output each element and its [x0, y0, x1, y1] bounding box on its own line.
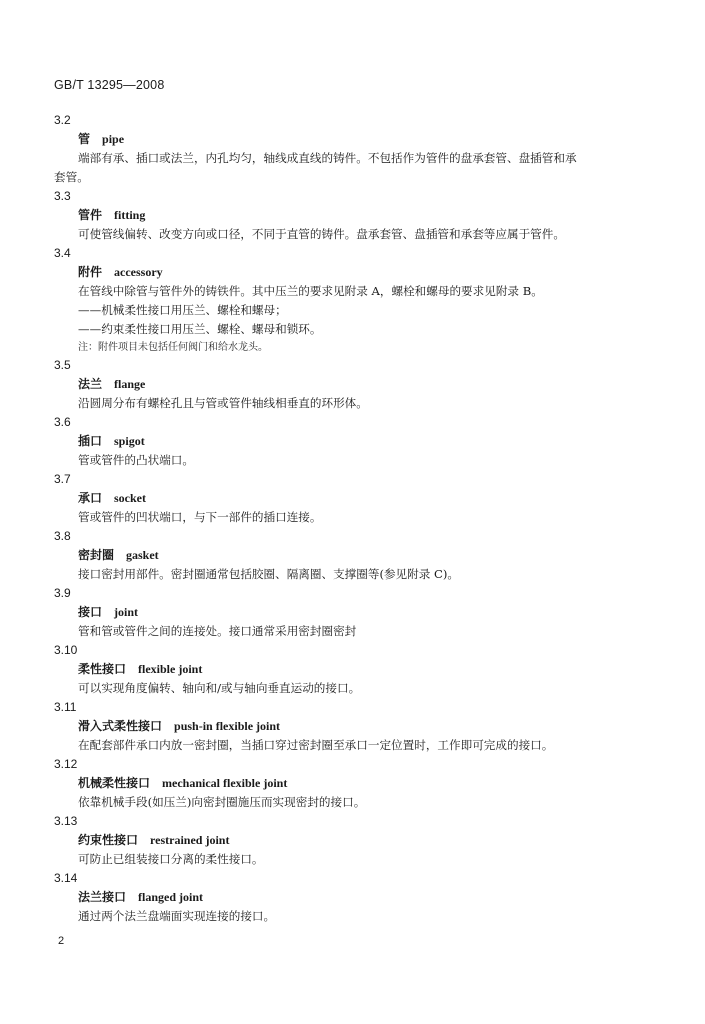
term-en: gasket: [126, 548, 159, 562]
definition-text: 通过两个法兰盘端面实现连接的接口。: [78, 909, 276, 923]
entry-number: 3.9: [54, 586, 71, 600]
term-zh: 承口: [78, 491, 103, 505]
term-heading: [54, 432, 654, 451]
entry-number: 3.11: [54, 700, 77, 714]
term-en: accessory: [114, 265, 163, 279]
definition-text: 在管线中除管与管件外的铸铁件。其中压兰的要求见附录 A，螺栓和螺母的要求见附录 B。: [78, 284, 543, 298]
term-en: mechanical flexible joint: [162, 776, 288, 790]
term-en: flexible joint: [138, 662, 203, 676]
definition-text: 可以实现角度偏转、轴向和/或与轴向垂直运动的接口。: [78, 681, 361, 695]
term-zh: 约束性接口: [78, 833, 139, 847]
entry-number: 3.5: [54, 358, 71, 372]
term-zh: 滑入式柔性接口: [78, 719, 163, 733]
definition-text: 管和管或管件之间的连接处。接口通常采用密封圈密封: [78, 624, 357, 638]
term-heading: [54, 263, 654, 282]
term-heading: [54, 888, 654, 907]
entry-3-14: [54, 869, 654, 926]
term-zh: 密封圈: [78, 548, 115, 562]
entry-3-9: [54, 584, 654, 641]
entry-number: 3.7: [54, 472, 71, 486]
entry-3-3: [54, 187, 654, 244]
entry-3-11: [54, 698, 654, 755]
entry-number: 3.8: [54, 529, 71, 543]
standard-code-header: GB/T 13295—2008: [54, 78, 165, 92]
definition-text: 依靠机械手段(如压兰)向密封圈施压而实现密封的接口。: [78, 795, 366, 809]
entry-number: 3.13: [54, 814, 78, 828]
page-number: 2: [58, 935, 65, 947]
entry-number: 3.10: [54, 643, 78, 657]
list-item: ——机械柔性接口用压兰、螺栓和螺母；: [78, 303, 287, 317]
term-en: socket: [114, 491, 147, 505]
definition-text: 沿圆周分布有螺栓孔且与管或管件轴线相垂直的环形体。: [78, 396, 368, 410]
term-en: fitting: [114, 208, 146, 222]
definition-text: 管或管件的凸状端口。: [78, 453, 194, 467]
term-heading: [54, 206, 654, 225]
definition-text: 管或管件的凹状端口，与下一部件的插口连接。: [78, 510, 322, 524]
term-heading: [54, 831, 654, 850]
entry-3-7: [54, 470, 654, 527]
term-en: pipe: [102, 132, 125, 146]
term-zh: 柔性接口: [78, 662, 127, 676]
term-zh: 附件: [78, 265, 103, 279]
note-text: 注：附件项目未包括任何阀门和给水龙头。: [78, 342, 268, 353]
entry-3-6: [54, 413, 654, 470]
entry-3-13: [54, 812, 654, 869]
term-zh: 法兰接口: [78, 890, 127, 904]
term-zh: 接口: [78, 605, 103, 619]
term-en: flange: [114, 377, 146, 391]
entry-number: 3.12: [54, 757, 78, 771]
term-en: joint: [114, 605, 139, 619]
entry-3-5: [54, 356, 654, 413]
term-heading: [54, 603, 654, 622]
entry-number: 3.6: [54, 415, 71, 429]
entry-number: 3.2: [54, 113, 71, 127]
term-zh: 管: [78, 132, 91, 146]
term-zh: 法兰: [78, 377, 103, 391]
term-heading: [54, 717, 654, 736]
entry-3-8: [54, 527, 654, 584]
definition-continuation: 套管。: [54, 170, 89, 184]
term-heading: [54, 375, 654, 394]
definition-text: 可防止已组装接口分离的柔性接口。: [78, 852, 264, 866]
entry-3-4: [54, 244, 654, 356]
term-zh: 管件: [78, 208, 103, 222]
term-en: flanged joint: [138, 890, 204, 904]
list-item: ——约束柔性接口用压兰、螺栓、螺母和锁环。: [78, 322, 322, 336]
term-heading: [54, 660, 654, 679]
entry-number: 3.14: [54, 871, 78, 885]
definition-text: 端部有承、插口或法兰，内孔均匀，轴线成直线的铸件。不包括作为管件的盘承套管、盘插管和承: [78, 151, 577, 165]
entry-number: 3.4: [54, 246, 71, 260]
term-en: restrained joint: [150, 833, 230, 847]
term-zh: 机械柔性接口: [78, 776, 151, 790]
entry-number: 3.3: [54, 189, 71, 203]
definition-text: 可使管线偏转、改变方向或口径，不同于直管的铸件。盘承套管、盘插管和承套等应属于管件。: [78, 227, 565, 241]
entry-3-10: [54, 641, 654, 698]
term-en: spigot: [114, 434, 145, 448]
entry-3-12: [54, 755, 654, 812]
term-en: push-in flexible joint: [174, 719, 281, 733]
entry-3-2: [54, 111, 654, 187]
term-heading: [54, 489, 654, 508]
definition-text: 在配套部件承口内放一密封圈，当插口穿过密封圈至承口一定位置时，工作即可完成的接口。: [78, 738, 554, 752]
term-heading: [54, 130, 654, 149]
term-zh: 插口: [78, 434, 103, 448]
term-heading: [54, 774, 654, 793]
term-heading: [54, 546, 654, 565]
term-definitions: [54, 111, 654, 926]
definition-text: 接口密封用部件。密封圈通常包括胶圈、隔离圈、支撑圈等(参见附录 C)。: [78, 567, 460, 581]
